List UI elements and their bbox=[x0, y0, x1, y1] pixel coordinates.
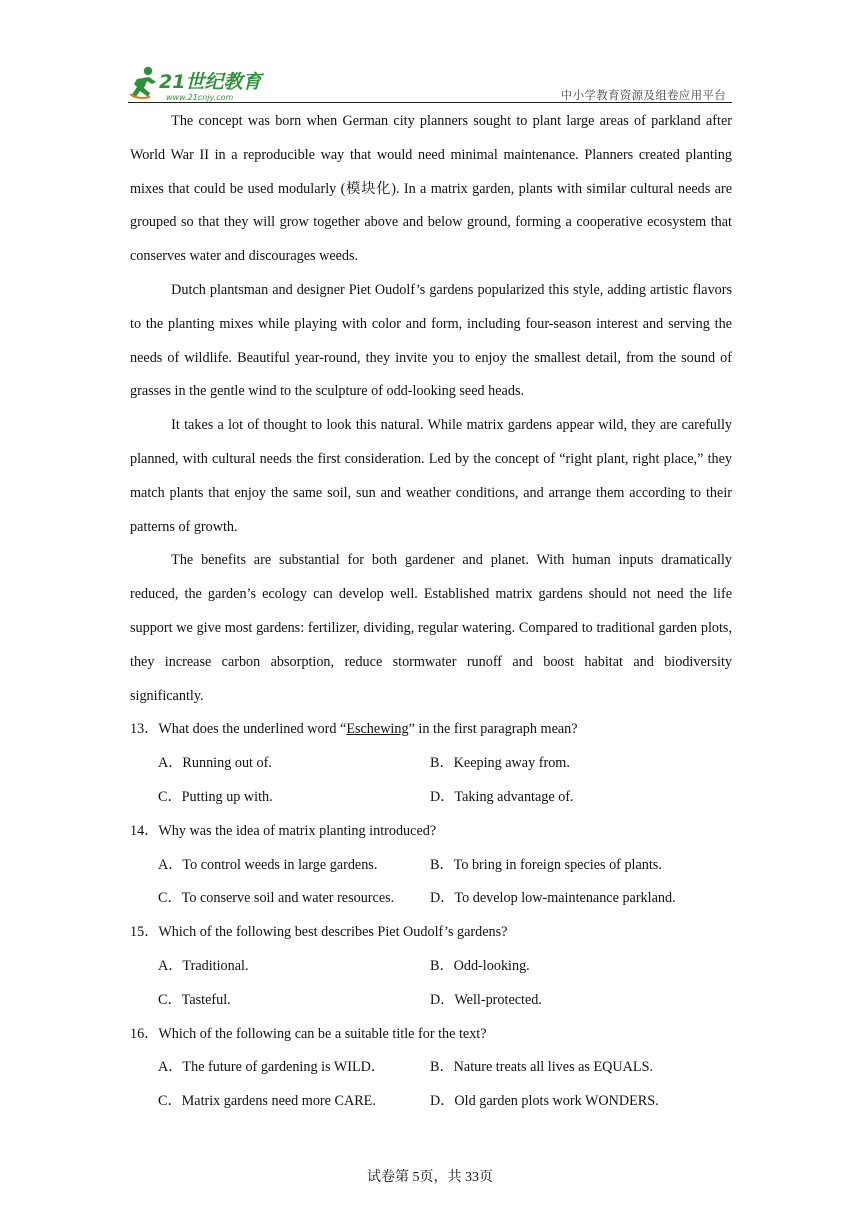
question-16: 16．Which of the following can be a suitable title for the text? bbox=[130, 1025, 487, 1042]
question-13-options-row-2 bbox=[130, 781, 732, 815]
option-13d: D．Taking advantage of. bbox=[430, 788, 574, 805]
option-16d: D．Old garden plots work WONDERS. bbox=[430, 1093, 659, 1110]
question-15-options-row-1 bbox=[130, 950, 732, 984]
option-14a: A．To control weeds in large gardens. bbox=[158, 856, 378, 873]
option-13c: C．Putting up with. bbox=[158, 788, 273, 805]
option-16c: C．Matrix gardens need more CARE. bbox=[158, 1093, 376, 1110]
question-15-options-row-2 bbox=[130, 984, 732, 1018]
option-14b: B．To bring in foreign species of plants. bbox=[430, 856, 662, 873]
page-number-footer: 试卷第 5页，共 33页 bbox=[367, 1170, 493, 1185]
question-15: 15．Which of the following best describes Piet Oudolf’s gardens? bbox=[130, 924, 508, 941]
option-15c: C．Tasteful. bbox=[158, 991, 231, 1008]
option-16a: A．The future of gardening is WILD． bbox=[158, 1059, 386, 1076]
page-content bbox=[130, 105, 732, 1119]
paragraph-3: It takes a lot of thought to look this natural. While matrix gardens appear wild, they are carefully planned, with cultural needs the first consideration. Led by the concept of “right plant, right place,” they match plants that enjoy the same soil, sun and weather conditions, and arrange them according to their patterns of growth. bbox=[130, 417, 732, 535]
underlined-word: Eschewing bbox=[346, 721, 409, 738]
option-13b: B．Keeping away from. bbox=[430, 755, 570, 772]
question-13-prefix: 13．What does the underlined word “ bbox=[130, 721, 347, 738]
question-13-suffix: ” in the first paragraph mean? bbox=[408, 721, 578, 738]
option-16b: B．Nature treats all lives as EQUALS. bbox=[430, 1059, 654, 1076]
question-13 bbox=[130, 713, 732, 747]
running-figure-icon bbox=[130, 67, 156, 98]
site-logo bbox=[128, 64, 278, 104]
option-15b: B．Odd-looking. bbox=[430, 957, 530, 974]
option-14d: D．To develop low-maintenance parkland. bbox=[430, 890, 676, 907]
question-16-options-row-1 bbox=[130, 1051, 732, 1085]
paragraph-1: The concept was born when German city planners sought to plant large areas of parkland after World War II in a reproducible way that would need minimal maintenance. Planners created planting mixes that could be used modularly (模块化). In a matrix garden, plants with similar cultural needs are grouped so that they will grow together above and below ground, forming a cooperative ecosystem that conserves water and discourages weeds. bbox=[130, 113, 732, 265]
option-14c: C．To conserve soil and water resources. bbox=[158, 890, 395, 907]
logo-main-text: 21世纪教育 bbox=[159, 71, 262, 93]
header-platform-text: 中小学教育资源及组卷应用平台 bbox=[560, 88, 726, 102]
question-16-options-row-2 bbox=[130, 1085, 732, 1119]
question-14-options-row-1 bbox=[130, 849, 732, 883]
header-divider bbox=[128, 102, 732, 103]
paragraph-2: Dutch plantsman and designer Piet Oudolf’s gardens popularized this style, adding artistic flavors to the planting mixes while playing with color and form, including four-season interest and serving the needs of wildlife. Beautiful year-round, they invite you to enjoy the smallest detail, from the sound of grasses in the gentle wind to the sculpture of odd-looking seed heads. bbox=[130, 281, 732, 400]
question-13-options-row-1 bbox=[130, 747, 732, 781]
option-15d: D．Well-protected. bbox=[430, 991, 542, 1008]
question-14: 14．Why was the idea of matrix planting introduced? bbox=[130, 822, 437, 839]
question-14-options-row-2 bbox=[130, 882, 732, 916]
paragraph-4: The benefits are substantial for both gardener and planet. With human inputs dramatically reduced, the garden’s ecology can develop well. Established matrix gardens should not need the life support we give most gardens: fertilizer, dividing, regular watering. Compared to traditional garden plots, they increase carbon absorption, reduce stormwater runoff and boost habitat and biodiversity significantly. bbox=[130, 552, 732, 704]
page-header bbox=[128, 60, 732, 104]
option-13a: A．Running out of. bbox=[158, 755, 272, 772]
logo-url-text: www.21cnjy.com bbox=[166, 93, 234, 102]
option-15a: A．Traditional. bbox=[158, 957, 249, 974]
